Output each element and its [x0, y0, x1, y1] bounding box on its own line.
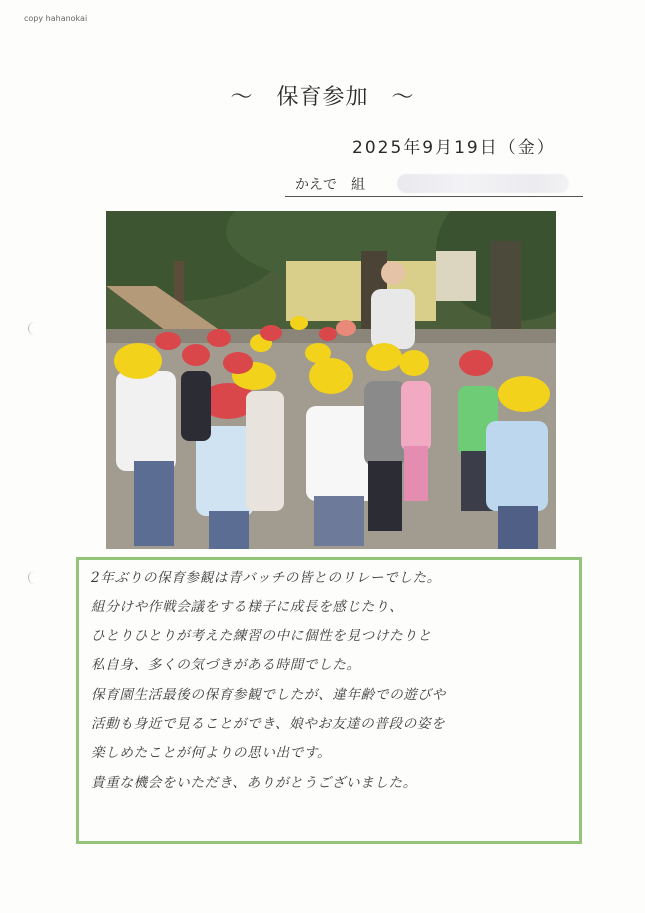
comment-paragraph-1: 2年ぶりの保育参観は青バッチの皆とのリレーでした。 組分けや作戦会議をする様子に成長を感じたり、 ひとりひとりが考えた練習の中に個性を見つけたりと 私自身、多くの気づきがある時間でした。: [91, 570, 441, 673]
class-label: かえで 組: [295, 177, 365, 193]
page-title: ～ 保育参加 ～: [230, 85, 415, 110]
punch-hole-mark: [28, 322, 38, 335]
event-date: 2025年9月19日（金）: [352, 138, 556, 158]
redacted-name: [397, 174, 569, 193]
comment-box: [76, 557, 582, 844]
class-photo: [106, 211, 556, 549]
punch-hole-mark: [28, 571, 38, 584]
comment-paragraph-3: 貴重な機会をいただき、ありがとうございました。: [91, 775, 417, 791]
comment-paragraph-2: 保育園生活最後の保育参観でしたが、違年齢での遊びや 活動も身近で見ることができ、娘やお友達の普段の姿を 楽しめたことが何よりの思い出です。: [91, 687, 446, 761]
photo-illustration: [106, 211, 556, 549]
class-name-line: [285, 172, 583, 197]
copyright-note: copy hahanokai: [24, 14, 88, 23]
